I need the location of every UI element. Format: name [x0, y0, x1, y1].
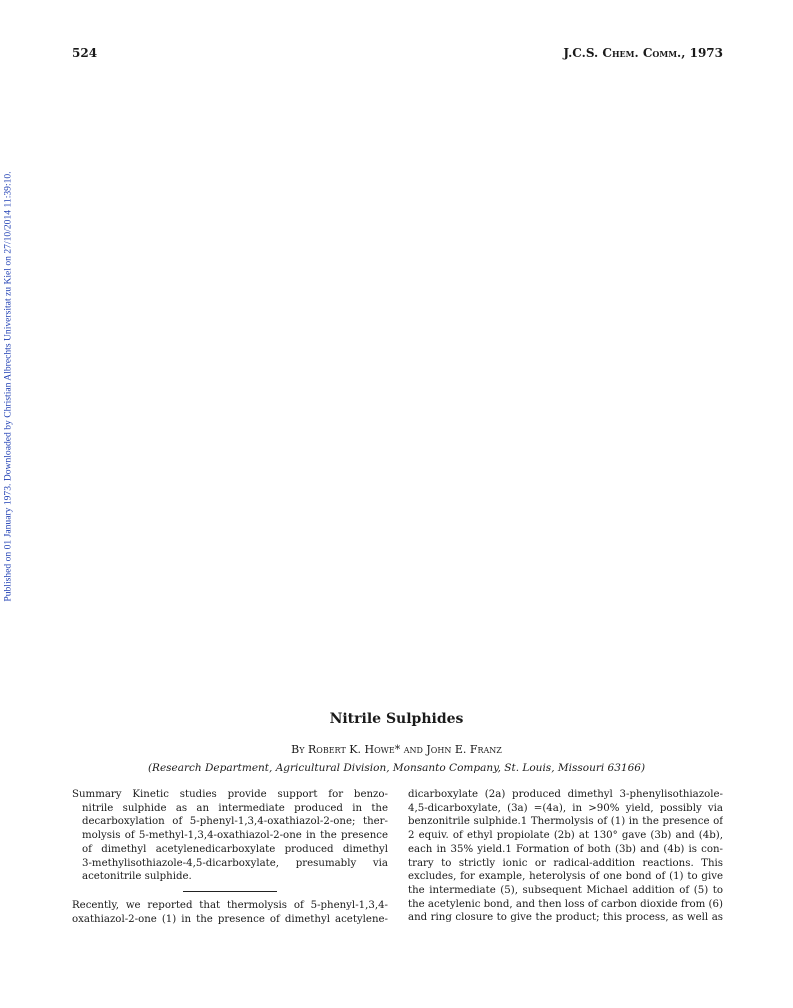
body-line: oxathiazol-2-one (1) in the presence of dimethyl acetylene-: [72, 913, 388, 925]
download-notice[interactable]: [1, 145, 15, 627]
summary-line: nitrile sulphide as an intermediate produced in the: [82, 802, 388, 814]
article-title: Nitrile Sulphides: [329, 711, 464, 727]
summary-line: decarboxylation of 5-phenyl-1,3,4-oxathiazol-2-one; ther-: [82, 816, 388, 828]
article-authors: By Robert K. Howe* and John E. Franz: [291, 743, 502, 756]
body-paragraph: [72, 899, 388, 926]
summary-line: Summary Kinetic studies provide support for benzo-: [72, 789, 388, 800]
journal-header: J.C.S. Chem. Comm., 1973: [563, 46, 723, 60]
body-line: each in 35% yield.1 Formation of both (3b) and (4b) is con-: [408, 843, 723, 855]
page-number: 524: [72, 46, 98, 60]
body-line: excludes, for example, heterolysis of one bond of (1) to give: [408, 871, 723, 883]
body-line: 2 equiv. of ethyl propiolate (2b) at 130° gave (3b) and (4b),: [408, 830, 723, 842]
summary-line: 3-methylisothiazole-4,5-dicarboxylate, presumably via: [82, 857, 388, 869]
body-line: the acetylenic bond, and then loss of carbon dioxide from (6): [408, 898, 723, 910]
body-line: 4,5-dicarboxylate, (3a) =(4a), in >90% yield, possibly via: [408, 802, 723, 814]
summary-line: molysis of 5-methyl-1,3,4-oxathiazol-2-one in the presence: [82, 830, 388, 842]
summary-line: acetonitrile sulphide.: [82, 871, 192, 883]
summary-line: of dimethyl acetylenedicarboxylate produced dimethyl: [82, 843, 388, 855]
body-line: dicarboxylate (2a) produced dimethyl 3-phenylisothiazole-: [408, 789, 723, 800]
body-line: Recently, we reported that thermolysis of 5-phenyl-1,3,4-: [72, 899, 388, 911]
body-line: trary to strictly ionic or radical-addition reactions. This: [408, 857, 723, 869]
body-line: and ring closure to give the product; this process, as well as: [408, 912, 723, 924]
body-line: the intermediate (5), subsequent Michael addition of (5) to: [408, 884, 723, 896]
summary-paragraph: [72, 788, 388, 884]
download-notice-text: Published on 01 January 1973. Downloaded by Christian Albrechts Universitat zu Kiel on 27/10/2014 11:39:10.: [2, 170, 14, 602]
left-column: [72, 788, 388, 926]
article-affiliation: (Research Department, Agricultural Division, Monsanto Company, St. Louis, Missouri 63166): [147, 762, 646, 774]
right-column: [408, 788, 723, 925]
body-line: benzonitrile sulphide.1 Thermolysis of (1) in the presence of: [408, 816, 723, 828]
section-divider: [183, 891, 277, 892]
